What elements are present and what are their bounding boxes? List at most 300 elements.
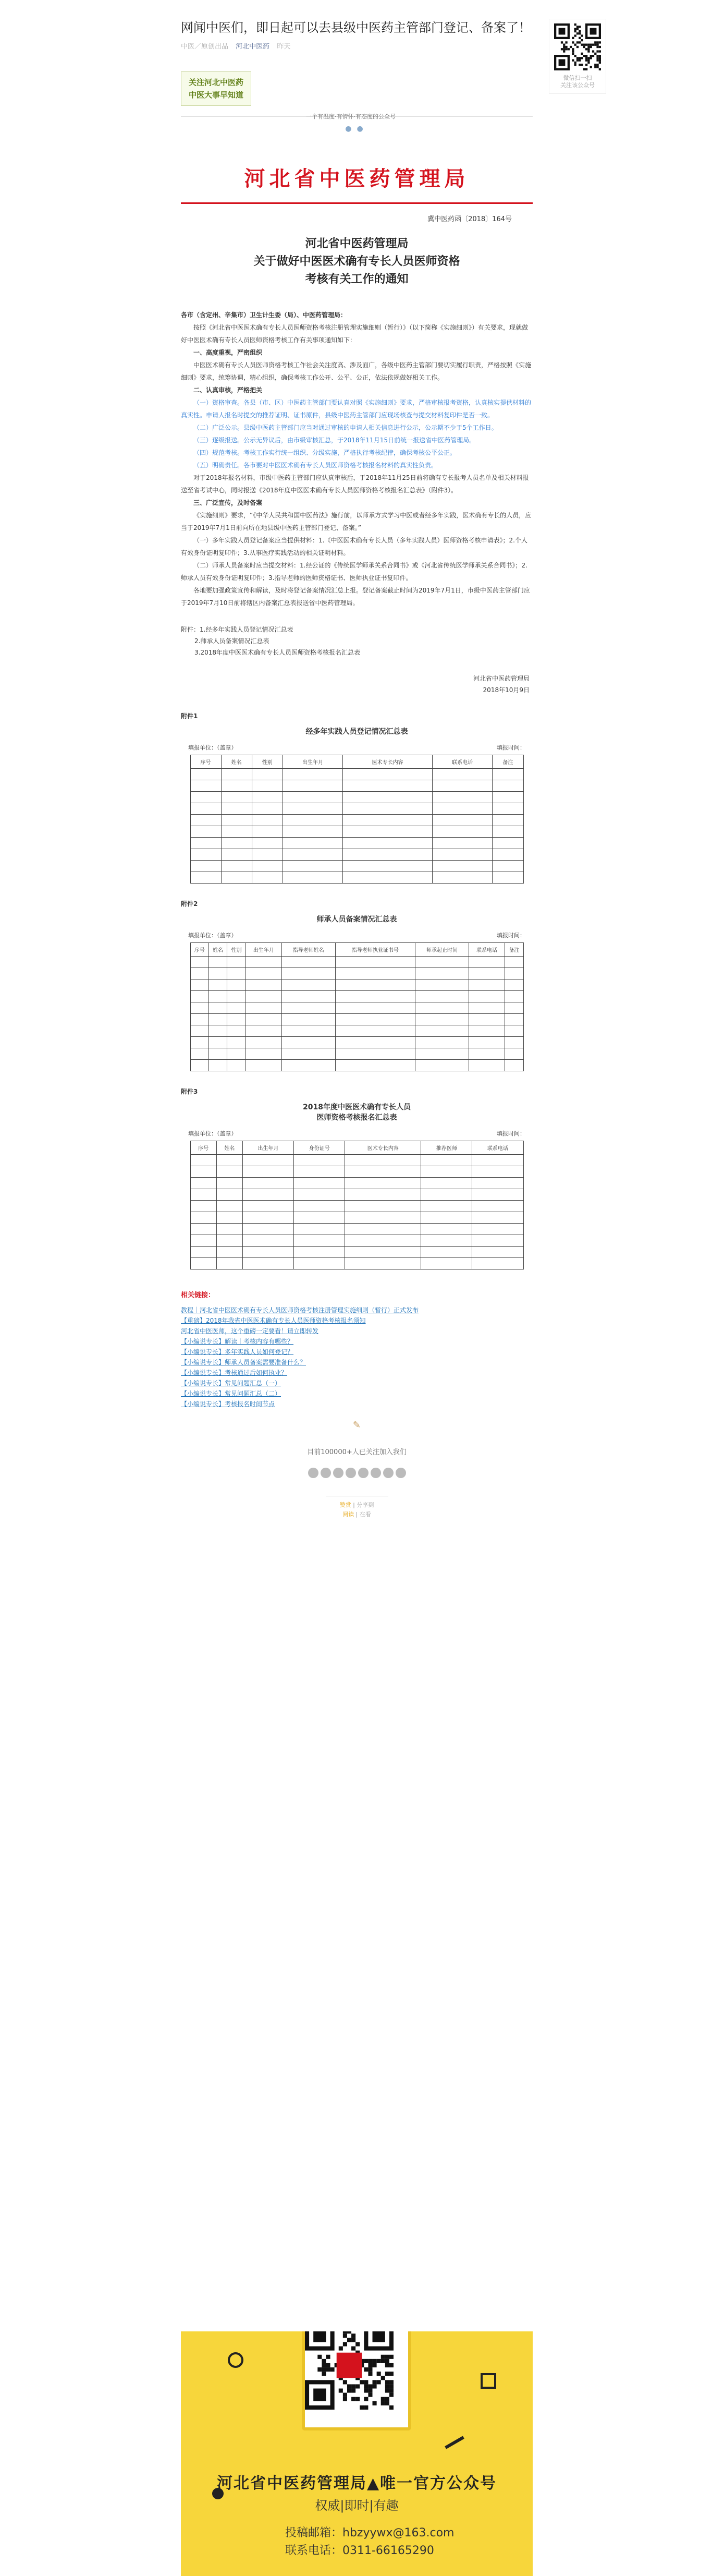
table-cell (221, 849, 252, 861)
table-cell (243, 1201, 294, 1212)
table-cell (294, 1189, 345, 1201)
table-cell (190, 838, 221, 849)
attachment-item: 3.2018年度中医医术确有专长人员医师资格考核报名汇总表 (194, 649, 360, 656)
table-cell (190, 769, 221, 780)
table-row (190, 1014, 523, 1025)
table-cell (216, 1235, 242, 1247)
table-cell (343, 792, 433, 803)
table-row (190, 861, 523, 872)
table-header-cell: 序号 (190, 755, 221, 769)
table-cell (505, 1037, 523, 1048)
table-cell (335, 1025, 415, 1037)
table-cell (415, 1002, 469, 1014)
table-header-cell: 医术专长内容 (343, 755, 433, 769)
table-cell (421, 1178, 472, 1189)
table-cell (216, 1189, 242, 1201)
table-cell (469, 1025, 505, 1037)
follow-banner (181, 71, 533, 119)
table-cell (505, 991, 523, 1002)
table-cell (252, 780, 283, 792)
table-cell (190, 792, 221, 803)
table-cell (469, 957, 505, 968)
table-cell (190, 957, 208, 968)
table-cell (221, 803, 252, 815)
table-cell (221, 769, 252, 780)
table-cell (294, 1178, 345, 1189)
annex-title: 经多年实践人员登记情况汇总表 (305, 728, 408, 736)
table-cell (227, 991, 245, 1002)
table-cell (243, 1224, 294, 1235)
follower-avatars (181, 1468, 533, 1480)
table-cell (190, 872, 221, 884)
table-cell (335, 1060, 415, 1071)
table-cell (190, 1247, 216, 1258)
table-cell (335, 1048, 415, 1060)
table-cell (472, 1189, 523, 1201)
table-cell (190, 1235, 216, 1247)
followers-count: 目前100000+人已关注加入我们 (307, 1448, 407, 1456)
doc-paragraph: 《实施细则》要求，“《中华人民共和国中医药法》施行前，以师承方式学习中医或者经多年实践，医术确有专长的人员，应当于2019年7月1日前向所在地县级中医药主管部门登记、备案。” (181, 512, 532, 531)
annex-container (181, 711, 533, 1269)
table-cell (335, 968, 415, 979)
table-cell (190, 1201, 216, 1212)
table-cell (294, 1235, 345, 1247)
attachment-item: 2.师承人员备案情况汇总表 (194, 637, 269, 645)
annex-number: 附件2 (181, 900, 198, 908)
table-cell (281, 957, 335, 968)
table-cell (216, 1258, 242, 1269)
doc-paragraph: 各地要加强政策宣传和解读，及时将登记备案情况汇总上报。登记备案截止时间为2019年7月1日，市级中医药主管部门应于2019年7月10日前将辖区内备案汇总表报送省中医药管理局。 (181, 587, 530, 607)
table-header-row (190, 1141, 523, 1155)
related-link[interactable]: 【小编说专长】常见问题汇总（二） (181, 1390, 281, 1397)
table-cell (343, 769, 433, 780)
doc-paragraph: （一）多年实践人员登记备案应当提供材料：1.《中医医术确有专长人员（多年实践人员）医师资格考核申请表》；2.个人有效身份证明复印件；3.从事医疗实践活动的相关证明材料。 (181, 537, 527, 557)
doc-signature (181, 673, 533, 696)
table-cell (190, 1189, 216, 1201)
avatar (308, 1468, 318, 1478)
table-cell (245, 991, 281, 1002)
table-row (190, 979, 523, 991)
table-cell (243, 1155, 294, 1166)
avatar (333, 1468, 343, 1478)
doc-paragraph: （五）明确责任。各市要对中医医术确有专长人员医师资格考核报名材料的真实性负责。 (193, 462, 438, 469)
table-cell (294, 1155, 345, 1166)
table-cell (415, 1037, 469, 1048)
table-cell (345, 1235, 421, 1247)
table-cell (415, 1025, 469, 1037)
doc-paragraph: （二）师承人员备案时应当提交材料：1.经公证的《传统医学师承关系合同书》或《河北省传统医学师承关系合同书》；2.师承人员有效身份证明复印件；3.指导老师的医师资格证书、医师执业证书复印件。 (181, 562, 527, 582)
table-cell (190, 1166, 216, 1178)
table-row (190, 769, 523, 780)
table-cell (343, 872, 433, 884)
table-cell (505, 1014, 523, 1025)
table-cell (493, 780, 523, 792)
table-cell (190, 1002, 208, 1014)
table-cell (281, 1014, 335, 1025)
qr-code-icon (305, 2331, 394, 2410)
table-cell (335, 1002, 415, 1014)
table-header-cell: 姓名 (208, 943, 227, 957)
table-cell (216, 1224, 242, 1235)
table-cell (415, 1048, 469, 1060)
table-cell (343, 861, 433, 872)
table-cell (421, 1201, 472, 1212)
table-cell (221, 815, 252, 826)
table-cell (252, 815, 283, 826)
table-cell (221, 838, 252, 849)
related-link[interactable]: 河北省中医医师，这个重磅一定要看！请立即转发 (181, 1327, 319, 1335)
table-cell (281, 979, 335, 991)
annex-date: 填报时间： (497, 1130, 525, 1137)
table-cell (432, 792, 492, 803)
doc-section-heading: 一、高度重视，严密组织 (193, 349, 263, 356)
table-row (190, 991, 523, 1002)
table-cell (505, 979, 523, 991)
table-cell (343, 815, 433, 826)
table-row (190, 1201, 523, 1212)
related-link[interactable]: 【小编说专长】常见问题汇总（一） (181, 1380, 281, 1387)
table-cell (345, 1201, 421, 1212)
article-title: 网闻中医们，即日起可以去县级中医药主管部门登记、备案了！ (181, 20, 531, 35)
document (181, 147, 533, 1269)
table-row (190, 1235, 523, 1247)
doc-paragraph: （三）逐级报送。公示无异议后，由市级审核汇总，于2018年11月15日前统一报送省中医药管理局。 (193, 437, 476, 444)
table-row (190, 1060, 523, 1071)
table-cell (252, 861, 283, 872)
doc-paragraph: （二）广泛公示。县级中医药主管部门应当对通过审核的申请人相关信息进行公示，公示期不少于5个工作日。 (193, 424, 498, 431)
table-cell (294, 1247, 345, 1258)
reward-link[interactable]: 赞赏 (339, 1502, 351, 1508)
table-cell (190, 1212, 216, 1224)
table-cell (493, 826, 523, 838)
annex-title: 师承人员备案情况汇总表 (316, 915, 397, 924)
table-cell (208, 968, 227, 979)
table-cell (245, 1025, 281, 1037)
table-cell (208, 1025, 227, 1037)
table-cell (432, 769, 492, 780)
avatar (396, 1468, 406, 1478)
pen-icon: ✎ (352, 1420, 361, 1431)
table-cell (190, 1025, 208, 1037)
doc-paragraph: 按照《河北省中医医术确有专长人员医师资格考核注册管理实施细则（暂行）》（以下简称《实施细则》）有关要求，现就做好中医医术确有专长人员医师资格考核工作有关事项通知如下： (181, 324, 529, 344)
table-header-cell: 联系电话 (469, 943, 505, 957)
table-cell (190, 1258, 216, 1269)
table-cell (190, 991, 208, 1002)
table-cell (343, 826, 433, 838)
table-header-cell: 指导老师执业证书号 (335, 943, 415, 957)
table-cell (283, 826, 342, 838)
table-cell (335, 957, 415, 968)
table-cell (227, 1025, 245, 1037)
table-header-cell: 性别 (252, 755, 283, 769)
table-cell (469, 1014, 505, 1025)
table-cell (221, 826, 252, 838)
table-header-cell: 备注 (493, 755, 523, 769)
table-cell (472, 1224, 523, 1235)
table-cell (190, 1155, 216, 1166)
table-cell (432, 861, 492, 872)
table-cell (345, 1212, 421, 1224)
table-cell (469, 991, 505, 1002)
table-cell (227, 979, 245, 991)
annex-2 (181, 899, 533, 1071)
related-link[interactable]: 【小编说专长】多年实践人员如何登记？ (181, 1348, 294, 1356)
table-cell (505, 1060, 523, 1071)
table-cell (190, 815, 221, 826)
table-header-cell: 联系电话 (432, 755, 492, 769)
table-row (190, 1166, 523, 1178)
table-cell (216, 1212, 242, 1224)
table-cell (208, 991, 227, 1002)
table-cell (252, 872, 283, 884)
table-cell (345, 1178, 421, 1189)
annex-1 (181, 711, 533, 884)
table-row (190, 780, 523, 792)
table-cell (432, 838, 492, 849)
table-header-cell: 出生年月 (245, 943, 281, 957)
table-cell (208, 979, 227, 991)
doc-title-line: 关于做好中医医术确有专长人员医师资格 (253, 255, 460, 268)
table-cell (227, 1002, 245, 1014)
table-cell (493, 792, 523, 803)
attachment-item: 附件：1.经多年实践人员登记情况汇总表 (181, 626, 293, 633)
table-cell (335, 1037, 415, 1048)
table-cell (294, 1201, 345, 1212)
table-cell (493, 769, 523, 780)
table-header-cell: 性别 (227, 943, 245, 957)
table-cell (243, 1166, 294, 1178)
table-header-cell: 联系电话 (472, 1141, 523, 1155)
doc-date: 2018年10月9日 (483, 686, 530, 694)
table-header-cell: 序号 (190, 1141, 216, 1155)
table-cell (208, 1048, 227, 1060)
table-cell (216, 1178, 242, 1189)
annex-meta (181, 931, 533, 939)
doc-title-line: 考核有关工作的通知 (305, 272, 409, 286)
table-cell (243, 1212, 294, 1224)
table-cell (190, 849, 221, 861)
related-link[interactable]: 【小编说专长】解读｜考核内容有哪些？ (181, 1338, 294, 1345)
related-link[interactable]: 【小编说专长】师承人员备案需要准备什么？ (181, 1359, 306, 1366)
account-link[interactable]: 河北中医药 (236, 43, 270, 51)
table-cell (281, 1025, 335, 1037)
table-cell (283, 780, 342, 792)
table-cell (469, 1002, 505, 1014)
related-link[interactable]: 【重磅】2018年我省中医医术确有专长人员医师资格考核报名须知 (181, 1317, 366, 1324)
table-cell (252, 792, 283, 803)
article (181, 0, 533, 1519)
poster-email: 投稿邮箱：hbzyywx@163.com (285, 2526, 455, 2539)
doc-body (181, 309, 533, 609)
table-row (190, 792, 523, 803)
table-row (190, 1224, 523, 1235)
annex-meta (181, 1129, 533, 1138)
table-cell (421, 1155, 472, 1166)
annex-number: 附件3 (181, 1088, 198, 1095)
table-row (190, 1048, 523, 1060)
table-cell (283, 815, 342, 826)
table-row (190, 838, 523, 849)
avatar (358, 1468, 369, 1478)
table-row (190, 815, 523, 826)
table-cell (227, 957, 245, 968)
table-cell (221, 872, 252, 884)
table-cell (243, 1258, 294, 1269)
table-cell (245, 979, 281, 991)
follow-line-1: 关注河北中医药 (189, 78, 244, 87)
table-cell (252, 838, 283, 849)
table-cell (421, 1189, 472, 1201)
table-cell (190, 1014, 208, 1025)
table-cell (281, 1060, 335, 1071)
table-cell (415, 991, 469, 1002)
related-link[interactable]: 【小编说专长】考核报名时间节点 (181, 1400, 275, 1408)
table-cell (415, 1014, 469, 1025)
table-header-cell: 序号 (190, 943, 208, 957)
follow-line-2: 中医大事早知道 (189, 90, 244, 100)
annex-title: 2018年度中医医术确有专长人员 医师资格考核报名汇总表 (303, 1103, 411, 1122)
table-cell (343, 849, 433, 861)
table-cell (245, 968, 281, 979)
table-cell (190, 1048, 208, 1060)
table-cell (421, 1212, 472, 1224)
doc-paragraph: 中医医术确有专长人员医师资格考核工作社会关注度高、涉及面广，各级中医药主管部门要切实履行职责，严格按照《实施细则》要求，统筹协调，精心组织，确保考核工作公开、公平、公正，依法依规做好相关工作。 (181, 361, 532, 381)
table-cell (472, 1212, 523, 1224)
table-cell (472, 1247, 523, 1258)
table-cell (281, 1048, 335, 1060)
attachment-list (181, 624, 533, 658)
table-cell (472, 1258, 523, 1269)
table-cell (421, 1247, 472, 1258)
like-link[interactable]: 在看 (359, 1511, 371, 1518)
table-cell (245, 1002, 281, 1014)
table-cell (505, 1048, 523, 1060)
poster-account-name: 河北省中医药管理局▲唯一官方公众号 (216, 2474, 497, 2493)
doc-title-line: 河北省中医药管理局 (305, 237, 409, 250)
table-cell (190, 1178, 216, 1189)
table-cell (432, 826, 492, 838)
table-row (190, 1178, 523, 1189)
qr-code-icon (554, 23, 601, 70)
table-cell (283, 769, 342, 780)
table-cell (505, 957, 523, 968)
table-row (190, 826, 523, 838)
table-cell (216, 1201, 242, 1212)
related-heading: 相关链接： (181, 1291, 215, 1299)
table-cell (469, 1037, 505, 1048)
table-cell (216, 1155, 242, 1166)
table-cell (245, 1060, 281, 1071)
footer-links: 赞赏 | 分享到 阅读 | 在看 (339, 1502, 374, 1518)
annex-3 (181, 1087, 533, 1269)
table-cell (221, 792, 252, 803)
doc-title (181, 235, 533, 288)
table-cell (283, 872, 342, 884)
table-header-cell: 指导老师姓名 (281, 943, 335, 957)
annex-unit: 填报单位：（盖章） (188, 1130, 237, 1137)
table-cell (190, 861, 221, 872)
table-cell (294, 1224, 345, 1235)
avatar (346, 1468, 356, 1478)
table-cell (335, 991, 415, 1002)
table-cell (415, 979, 469, 991)
official-account-poster (181, 2331, 533, 2576)
side-qr-panel (549, 19, 606, 94)
table-cell (469, 979, 505, 991)
annex-unit: 填报单位：（盖章） (188, 744, 237, 751)
table-cell (432, 815, 492, 826)
table-cell (472, 1235, 523, 1247)
table-cell (243, 1178, 294, 1189)
table-header-row (190, 755, 523, 769)
table-row (190, 1155, 523, 1166)
article-meta-time: 昨天 (277, 43, 291, 51)
table-cell (493, 849, 523, 861)
table-cell (335, 979, 415, 991)
related-links (181, 1290, 533, 1409)
table-cell (505, 1002, 523, 1014)
related-link[interactable]: 【小编说专长】考核通过后如何执业？ (181, 1369, 288, 1376)
read-count: 阅读 (342, 1511, 354, 1518)
poster-tagline: 权威|即时|有趣 (315, 2498, 399, 2513)
table-cell (281, 1002, 335, 1014)
table-cell (208, 1014, 227, 1025)
table-cell (421, 1224, 472, 1235)
table-cell (469, 968, 505, 979)
decor-square (481, 2373, 496, 2389)
table-cell (493, 838, 523, 849)
table-cell (227, 1014, 245, 1025)
table-cell (345, 1224, 421, 1235)
table-cell (415, 957, 469, 968)
table-cell (227, 1037, 245, 1048)
table-header-cell: 出生年月 (243, 1141, 294, 1155)
table-cell (245, 1048, 281, 1060)
table-cell (421, 1235, 472, 1247)
table-cell (493, 815, 523, 826)
table-cell (432, 803, 492, 815)
table-row (190, 1258, 523, 1269)
doc-addressee: 各市（含定州、辛集市）卫生计生委（局）、中医药管理局： (181, 311, 347, 319)
table-cell (208, 1060, 227, 1071)
table-cell (227, 968, 245, 979)
doc-red-line (181, 202, 533, 204)
table-header-cell: 姓名 (221, 755, 252, 769)
table-cell (493, 872, 523, 884)
table-cell (472, 1155, 523, 1166)
table-cell (190, 826, 221, 838)
table-header-cell: 出生年月 (283, 755, 342, 769)
table-cell (221, 780, 252, 792)
table-cell (472, 1166, 523, 1178)
table-cell (190, 780, 221, 792)
avatar (383, 1468, 394, 1478)
related-link[interactable]: 教程｜河北省中医医术确有专长人员医师资格考核注册管理实施细则（暂行）正式发布 (181, 1307, 419, 1314)
doc-section-heading: 二、认真审核，严格把关 (193, 386, 263, 394)
table-header-cell: 推荐医师 (421, 1141, 472, 1155)
table-row (190, 1212, 523, 1224)
table-cell (243, 1189, 294, 1201)
share-link[interactable]: 分享到 (357, 1502, 374, 1508)
table-cell (432, 780, 492, 792)
table-cell (472, 1201, 523, 1212)
table-cell (294, 1166, 345, 1178)
annex-date: 填报时间： (497, 932, 525, 939)
related-list (181, 1305, 533, 1409)
table-cell (421, 1258, 472, 1269)
table-cell (227, 1060, 245, 1071)
table-cell (208, 1037, 227, 1048)
